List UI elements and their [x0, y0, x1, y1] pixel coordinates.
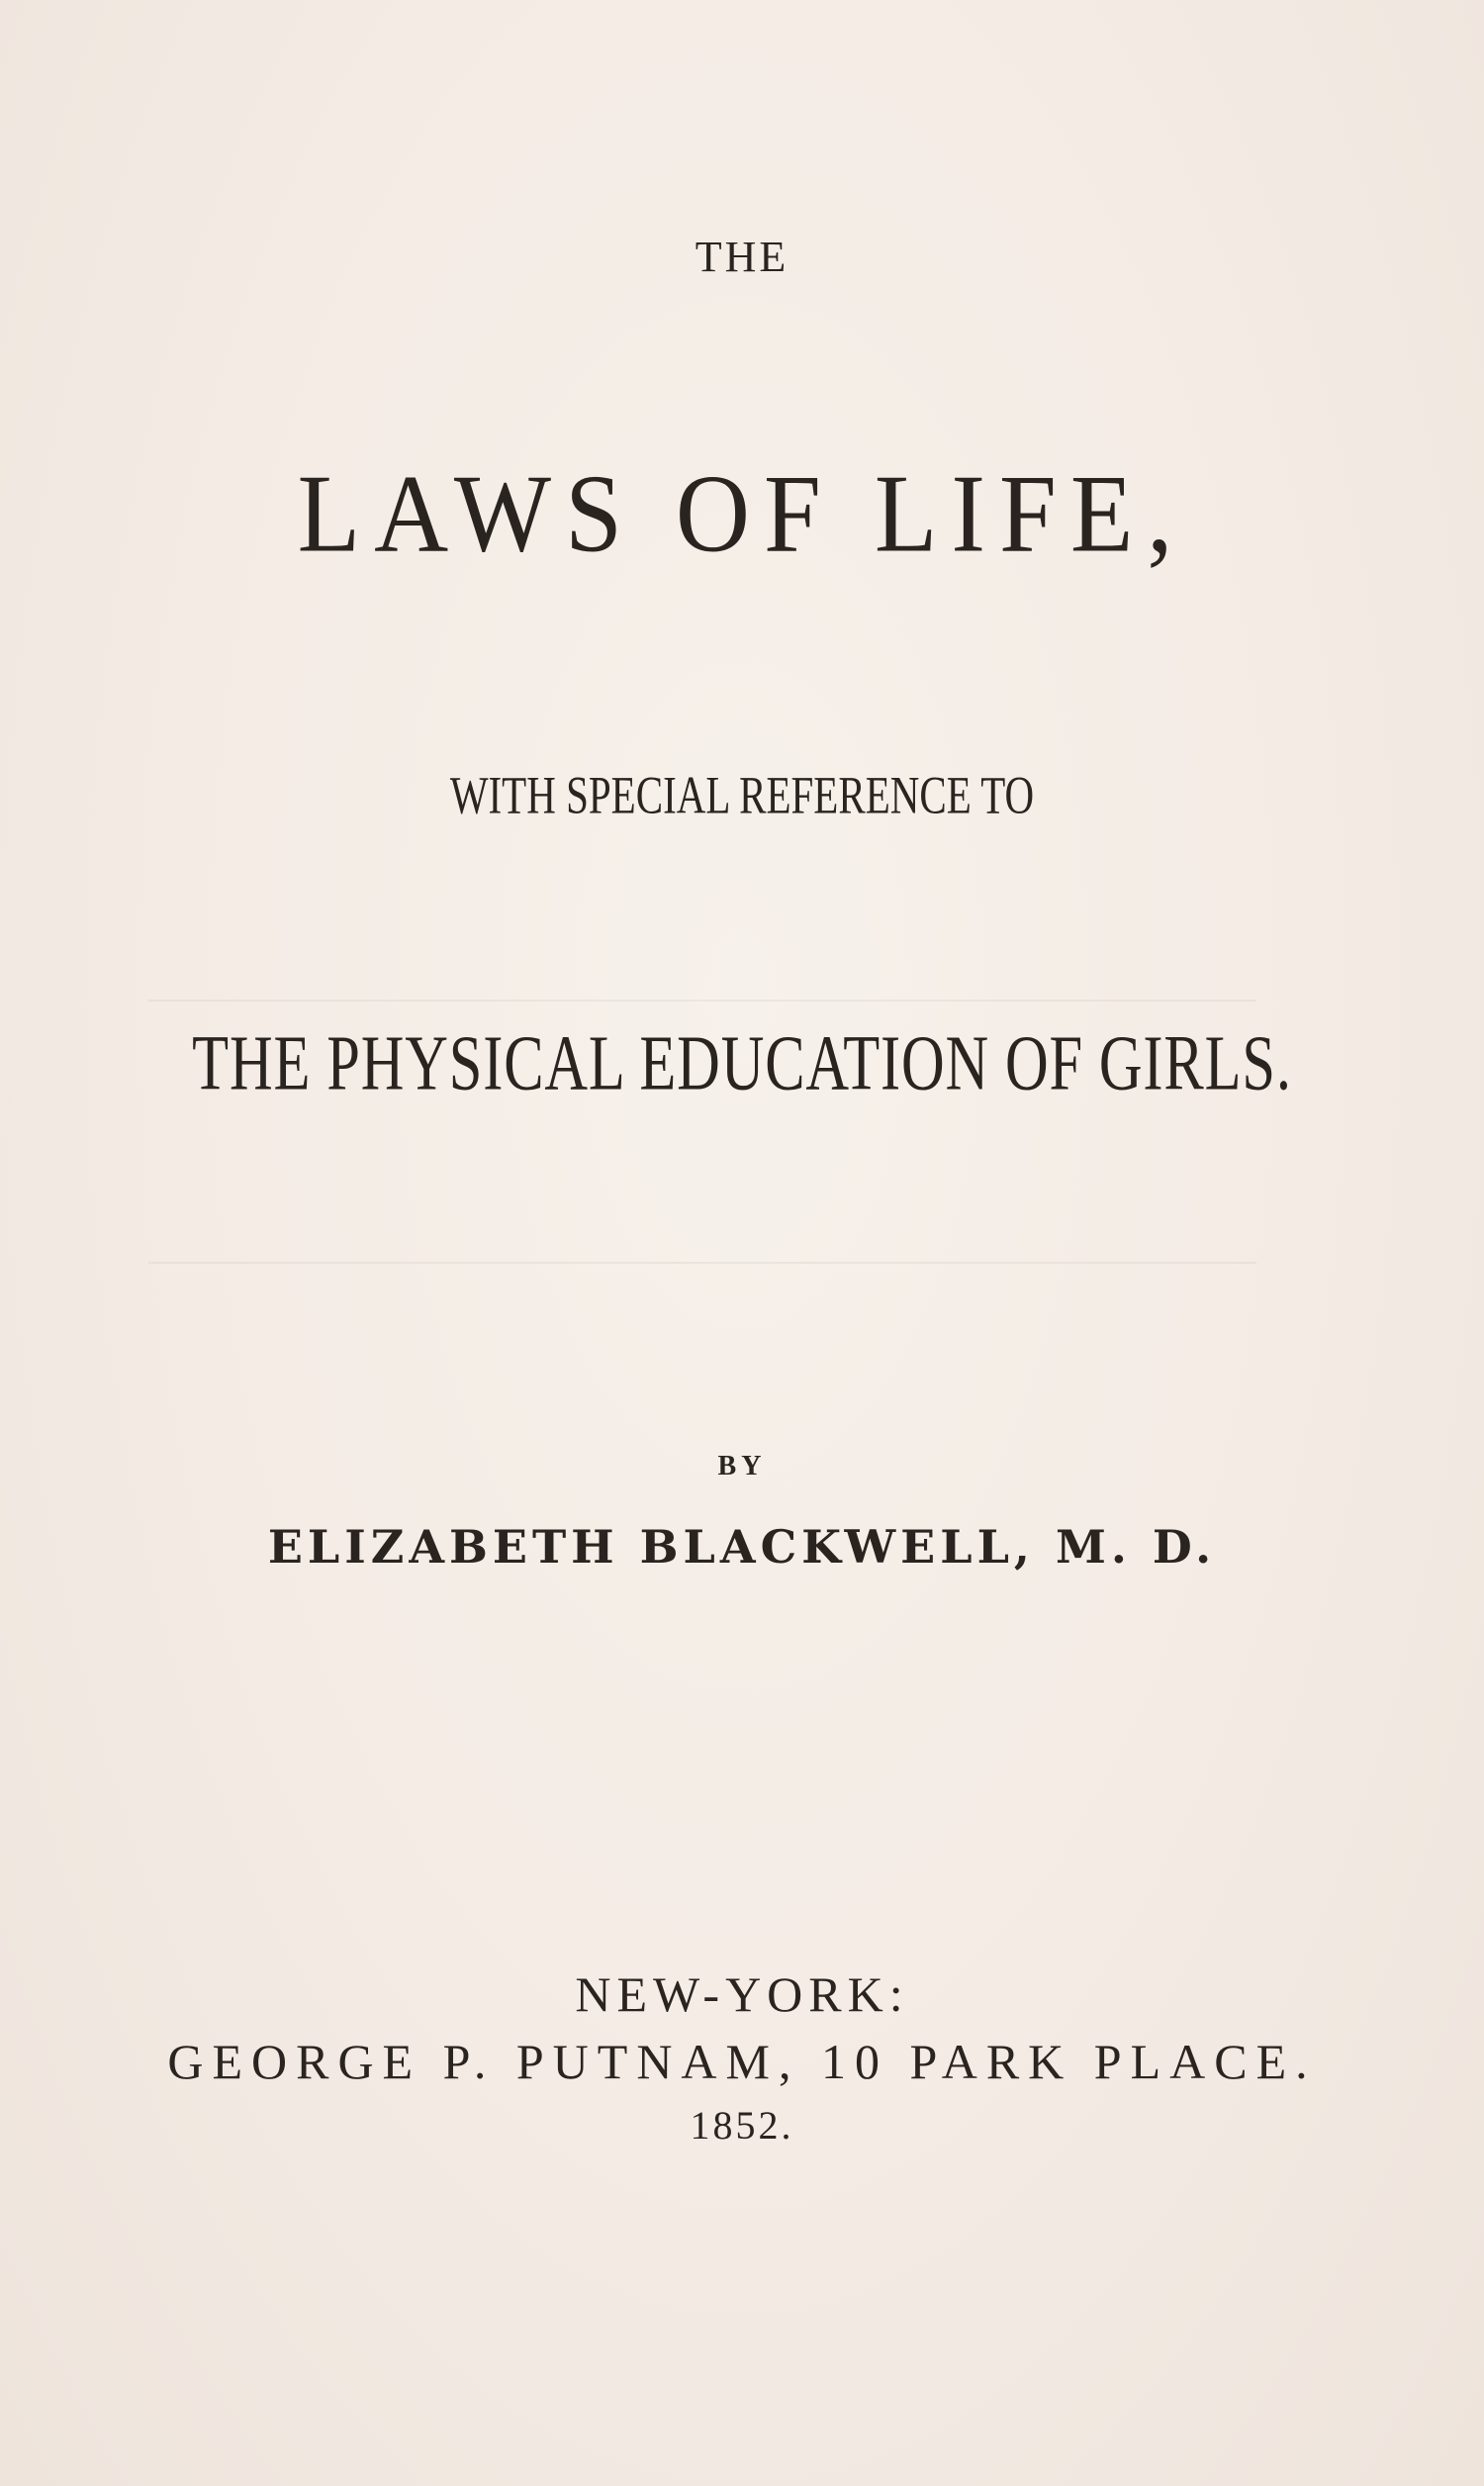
show-through-rule-bottom	[148, 1262, 1256, 1264]
imprint-city: NEW-YORK:	[575, 1966, 909, 2022]
title-article: THE	[695, 233, 789, 281]
book-subject: THE PHYSICAL EDUCATION OF GIRLS.	[192, 1019, 1292, 1106]
imprint-year: 1852.	[690, 2103, 794, 2148]
show-through-rule-top	[148, 1000, 1256, 1002]
book-title: LAWS OF LIFE,	[297, 452, 1187, 576]
book-subtitle: WITH SPECIAL REFERENCE TO	[449, 764, 1035, 825]
author-name: ELIZABETH BLACKWELL, M. D.	[267, 1520, 1217, 1574]
by-line: BY	[717, 1451, 767, 1482]
imprint-publisher: GEORGE P. PUTNAM, 10 PARK PLACE.	[167, 2034, 1317, 2089]
